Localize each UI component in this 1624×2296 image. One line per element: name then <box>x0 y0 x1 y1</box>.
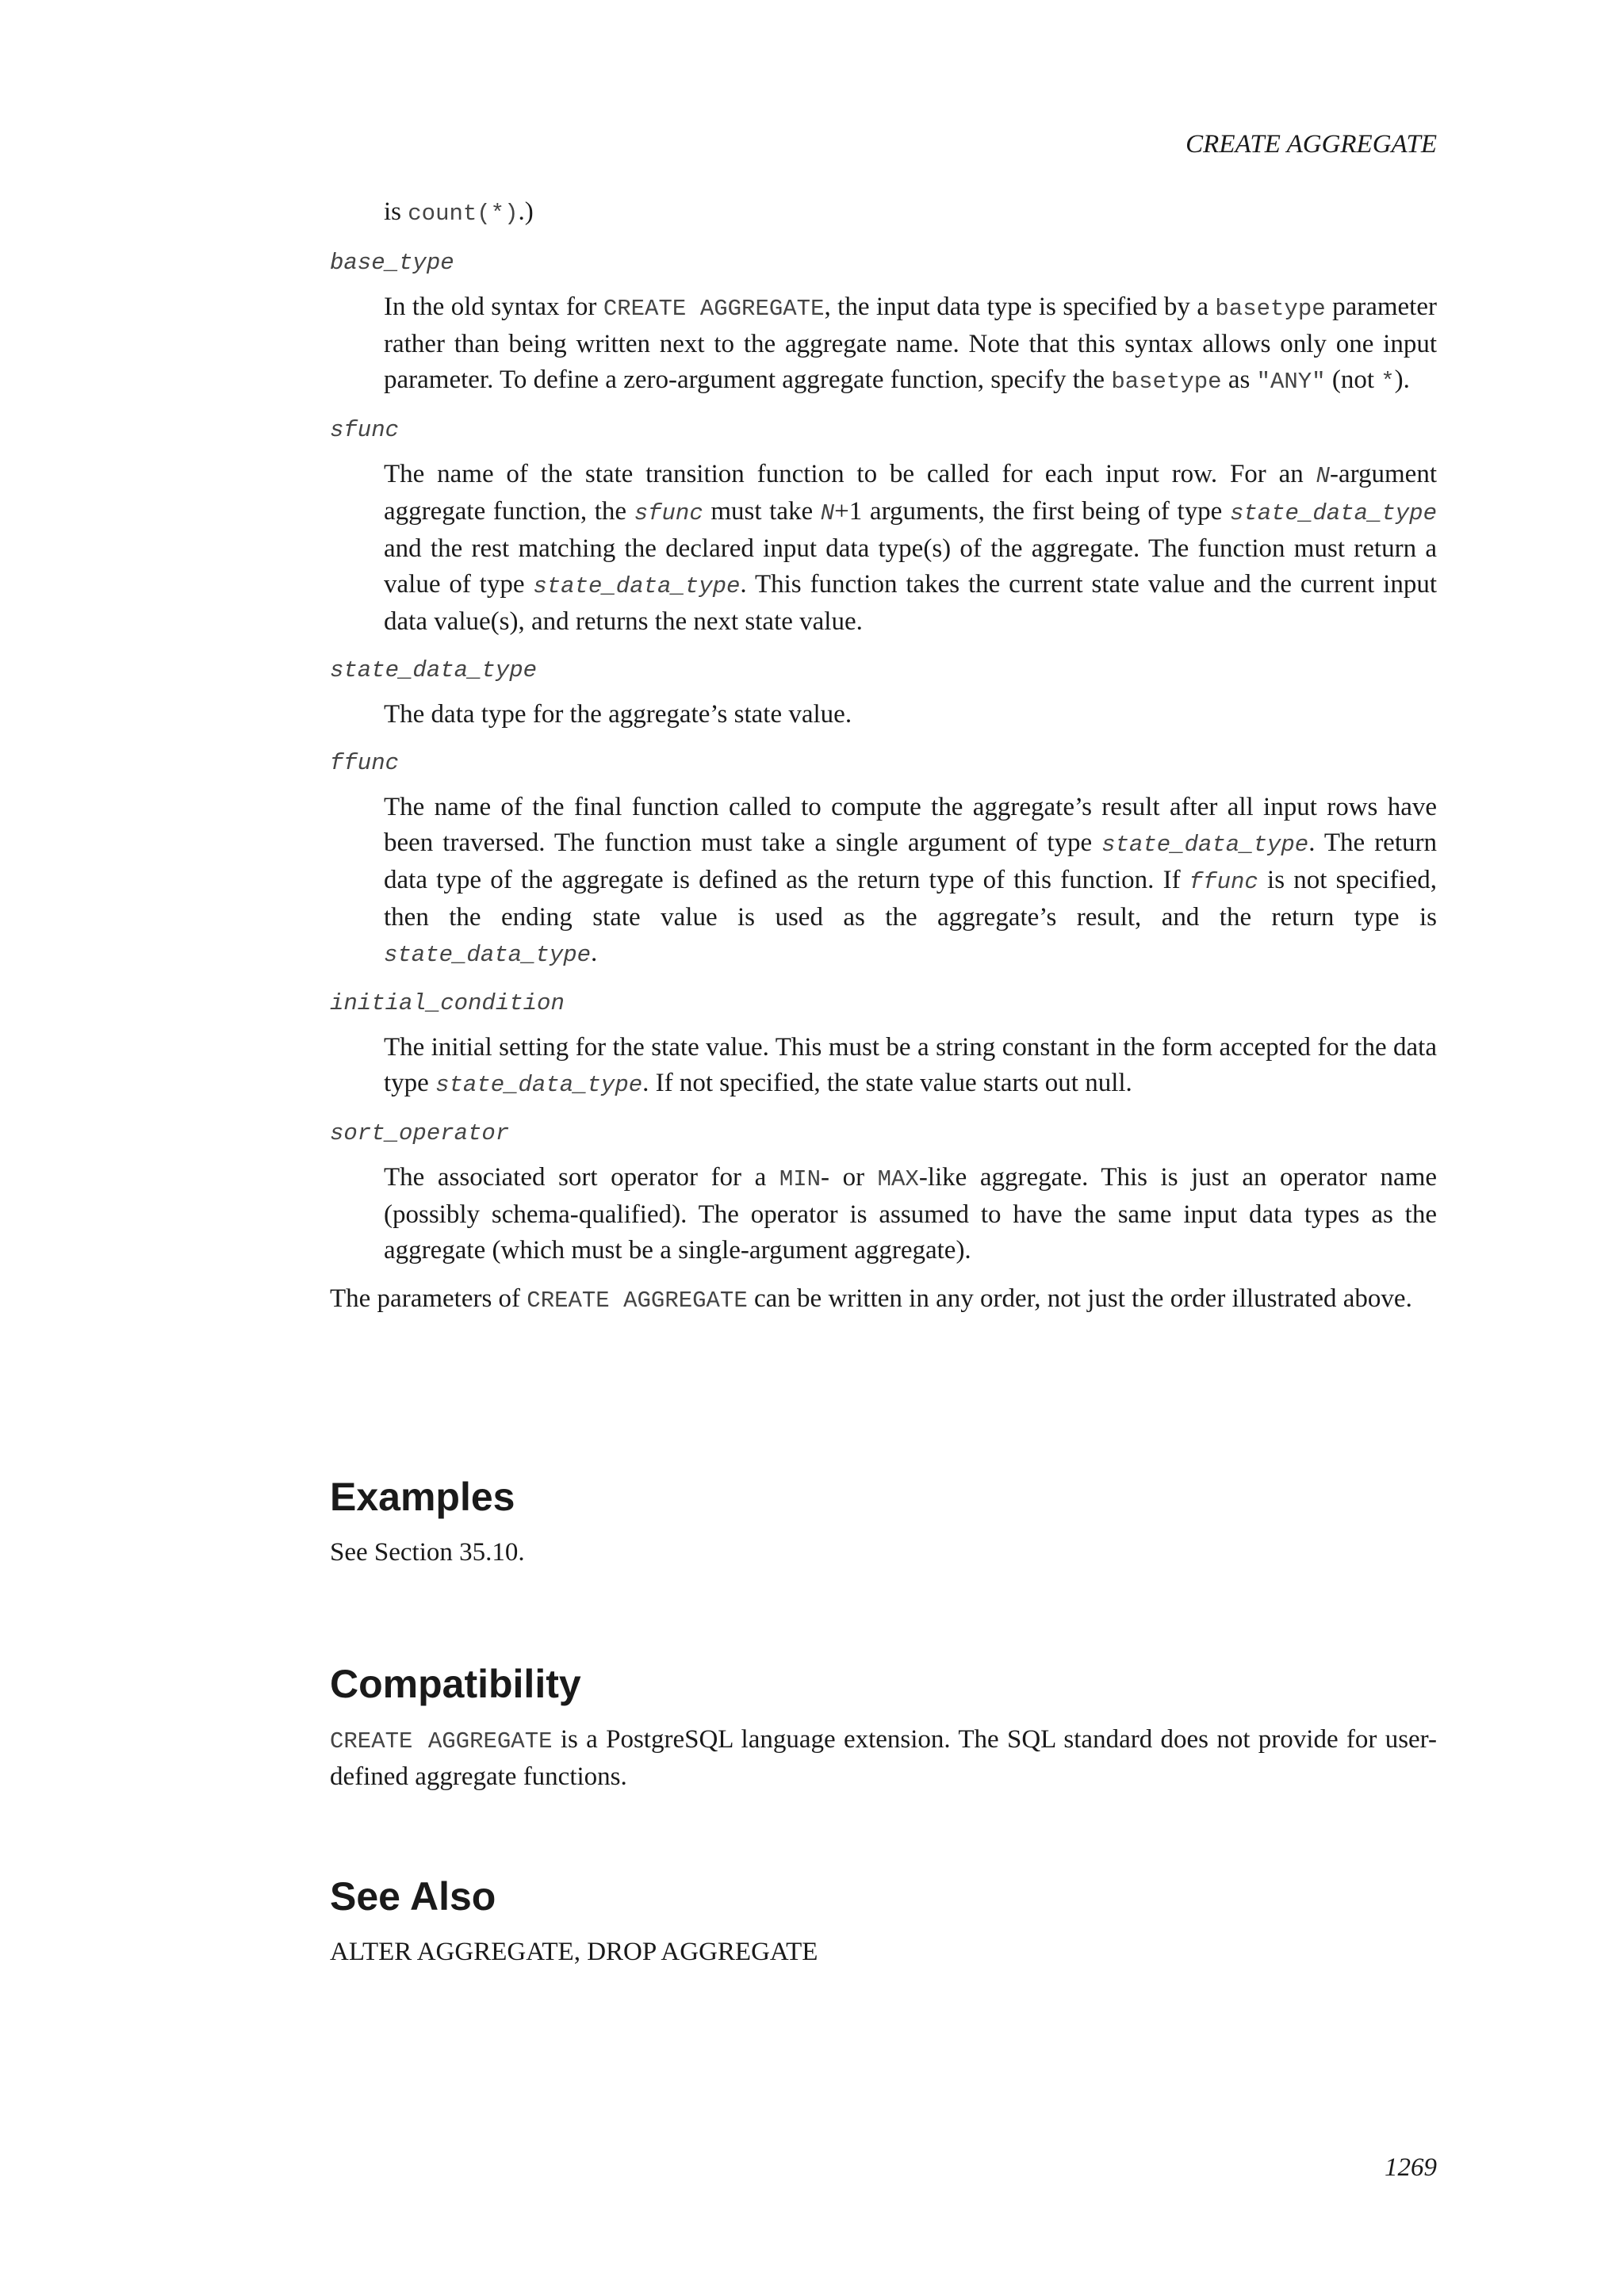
desc-ffunc <box>384 790 1437 973</box>
text-run: The name of the state transition function to be called for each input row. For an <box>384 460 1316 488</box>
text-run: parameter rather than being written next to the aggregate name. Note that this syntax allows only one input parameter. To define a zero-argument aggregate function, specify the <box>384 293 1437 394</box>
text-run: -argument aggregate function, the <box>384 460 1437 526</box>
compatibility-text <box>330 1722 1437 1795</box>
term-sfunc: sfunc <box>330 417 400 443</box>
desc-state-data-type <box>384 697 1437 733</box>
text-run: +1 arguments, the first being of type <box>834 497 1230 526</box>
code-run: "ANY" <box>1256 369 1326 395</box>
text-run: -like aggregate. This is just an operator name (possibly schema-qualified). The operator is assumed to have the same input data types as the aggregate (which must be a single-argument aggregate). <box>384 1163 1438 1265</box>
text-run: is not specified, then the ending state value is used as the aggregate’s result, and the return type is <box>384 866 1437 932</box>
heading-examples: Examples <box>330 1475 515 1519</box>
desc-sort-operator <box>384 1160 1437 1269</box>
params-order-note <box>330 1281 1437 1318</box>
section-examples <box>330 1473 1437 1571</box>
code-run: sfunc <box>634 500 703 526</box>
section-compatibility <box>330 1660 1437 1795</box>
text-run: and the rest matching the declared input data type(s) of the aggregate. The function must return a value of type <box>384 534 1437 599</box>
page-number: 1269 <box>1385 2153 1437 2182</box>
running-header: CREATE AGGREGATE <box>1185 130 1437 159</box>
section-see-also <box>330 1873 1437 1970</box>
code-run: CREATE AGGREGATE <box>527 1288 748 1314</box>
term-state-data-type: state_data_type <box>330 657 538 683</box>
desc-sfunc <box>384 457 1437 640</box>
text-run: must take <box>703 497 821 526</box>
code-run: count(*) <box>408 201 519 227</box>
parameter-list <box>330 194 1437 1318</box>
text-run: - or <box>821 1163 878 1192</box>
text-run: The name of the final function called to compute the aggregate’s result after all input rows have been traversed. The function must take a single argument of type <box>384 793 1437 857</box>
text-run: ). <box>1394 365 1410 394</box>
code-run: CREATE AGGREGATE <box>330 1728 553 1755</box>
text-run: can be written in any order, not just the order illustrated above. <box>747 1284 1412 1313</box>
code-run: MIN <box>779 1166 822 1192</box>
code-run: ffunc <box>1189 869 1258 895</box>
examples-text: See Section 35.10. <box>330 1538 525 1567</box>
text-run: is <box>384 197 408 226</box>
code-run: state_data_type <box>1101 832 1309 858</box>
text-run: , the input data type is specified by a <box>824 293 1216 321</box>
code-run: N <box>1316 463 1330 489</box>
text-run: (not <box>1325 365 1381 394</box>
text-run: . This function takes the current state value and the current input data value(s), and returns the next state value. <box>384 570 1437 636</box>
code-run: state_data_type <box>533 573 741 599</box>
text-run: . The return data type of the aggregate is defined as the return type of this function. If <box>384 828 1437 894</box>
code-run: * <box>1381 369 1395 395</box>
text-run: as <box>1221 365 1257 394</box>
see-also-links: ALTER AGGREGATE, DROP AGGREGATE <box>330 1938 818 1966</box>
text-run: The associated sort operator for a <box>384 1163 779 1192</box>
text-run: In the old syntax for <box>384 293 603 321</box>
text-run: . <box>591 939 598 967</box>
code-run: state_data_type <box>435 1072 643 1098</box>
term-base-type: base_type <box>330 250 454 276</box>
term-sort-operator: sort_operator <box>330 1120 510 1146</box>
text-run: The data type for the aggregate’s state value. <box>384 700 852 729</box>
code-run: CREATE AGGREGATE <box>603 296 825 322</box>
code-run: MAX <box>877 1166 919 1192</box>
text-run: The initial setting for the state value. This must be a string constant in the form accepted for the data type <box>384 1033 1437 1097</box>
continued-text <box>384 194 1437 232</box>
desc-base-type <box>384 289 1437 400</box>
code-run: basetype <box>1111 369 1222 395</box>
text-run: .) <box>518 197 534 226</box>
code-run: state_data_type <box>384 942 592 968</box>
text-run: is a PostgreSQL language extension. The SQL standard does not provide for user-defined aggregate functions. <box>330 1725 1437 1791</box>
desc-initial-condition <box>384 1030 1437 1103</box>
term-initial-condition: initial_condition <box>330 990 565 1016</box>
text-run: . If not specified, the state value starts out null. <box>642 1069 1132 1097</box>
heading-compatibility: Compatibility <box>330 1662 581 1706</box>
heading-see-also: See Also <box>330 1874 496 1919</box>
code-run: state_data_type <box>1229 500 1437 526</box>
code-run: basetype <box>1215 296 1326 322</box>
text-run: The parameters of <box>330 1284 527 1313</box>
term-ffunc: ffunc <box>330 750 400 776</box>
code-run: N <box>820 500 835 526</box>
